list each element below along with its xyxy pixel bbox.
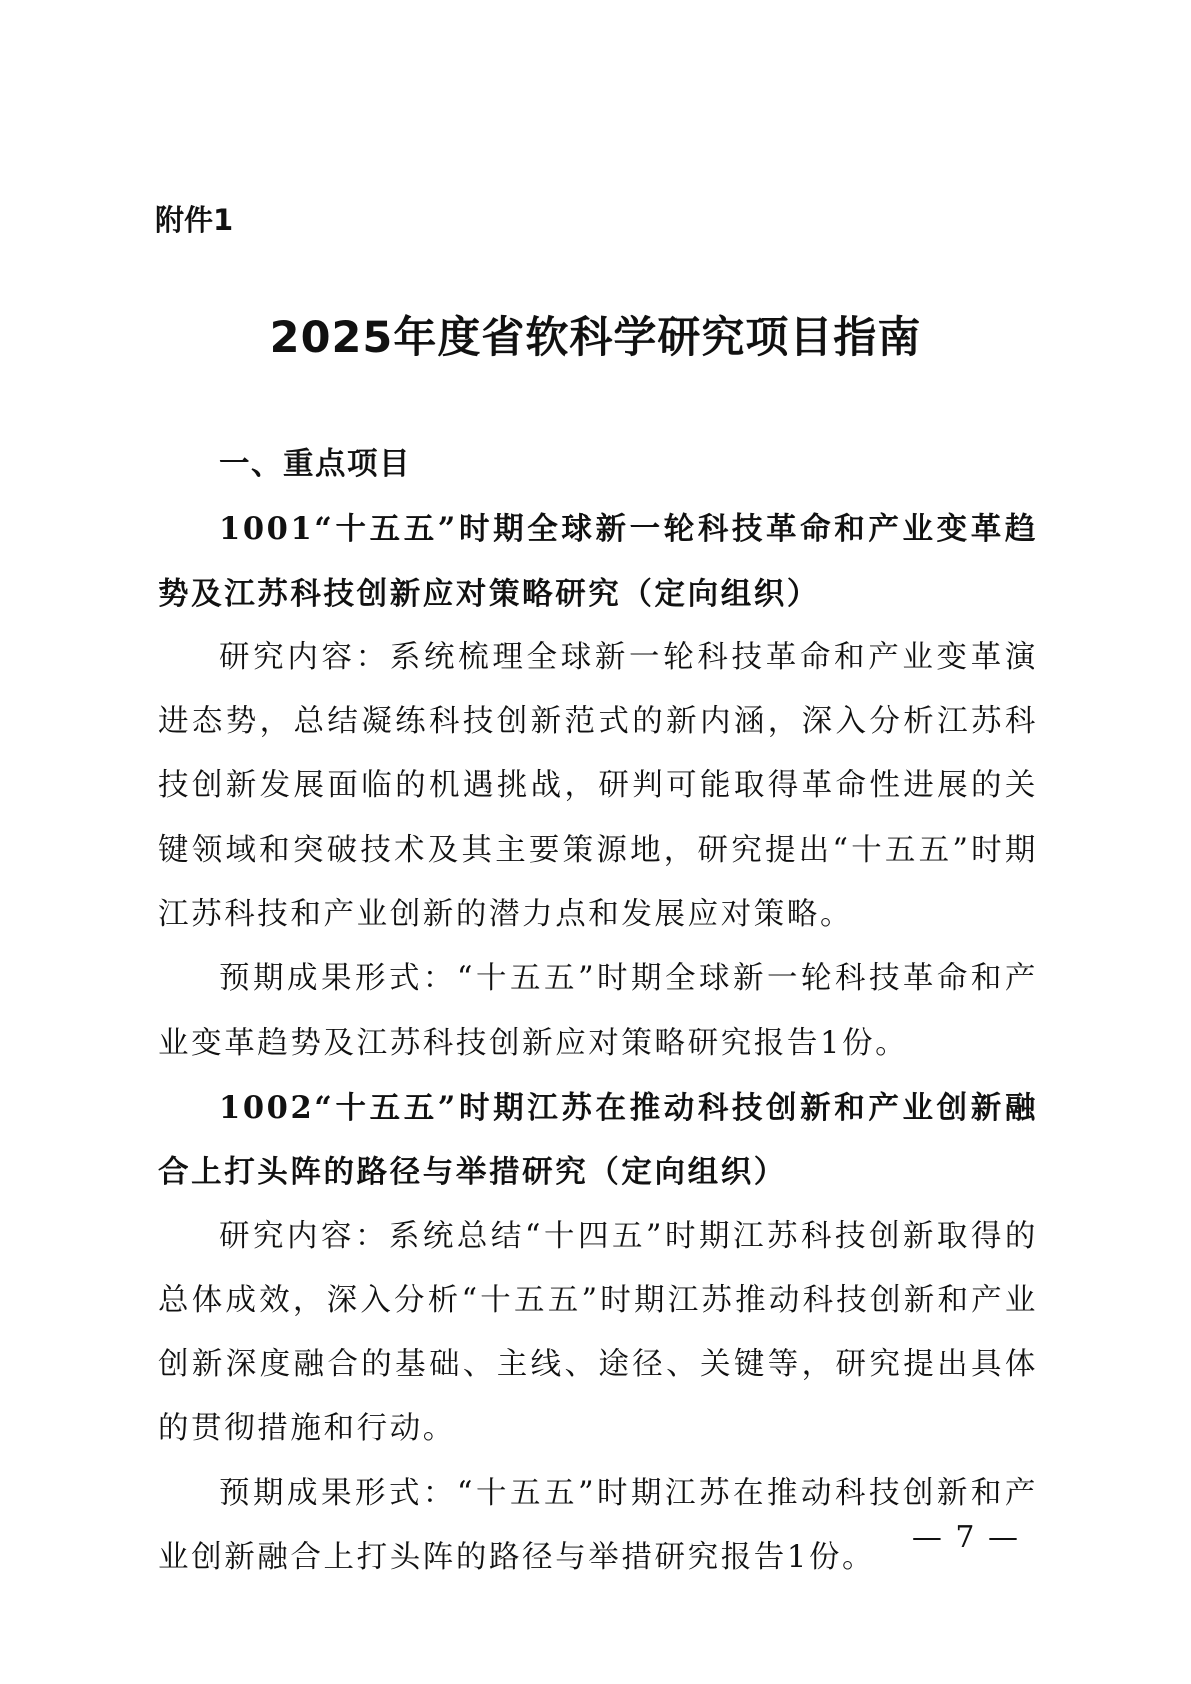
item-1002-title: 1002“十五五”时期江苏在推动科技创新和产业创新融合上打头阵的路径与举措研究（定向组织） [158,1089,1038,1191]
document-title: 2025年度省软科学研究项目指南 [269,313,922,363]
item-1001-title: 1001“十五五”时期全球新一轮科技革命和产业变革趋势及江苏科技创新应对策略研究（定向组织） [158,511,1038,612]
document-body [158,433,1038,1590]
section-heading: 一、重点项目 [219,447,411,482]
item-1002-outcome: 预期成果形式：“十五五”时期江苏在推动科技创新和产业创新融合上打头阵的路径与举措研究报告1份。 [158,1475,1038,1576]
item-1001-outcome: 预期成果形式：“十五五”时期全球新一轮科技革命和产业变革趋势及江苏科技创新应对策略研究报告1份。 [158,961,1038,1061]
item-1001-content: 研究内容：系统梳理全球新一轮科技革命和产业变革演进态势，总结凝练科技创新范式的新内涵，深入分析江苏科技创新发展面临的机遇挑战，研判可能取得革命性进展的关键领域和突破技术及其主要策源地，研究提出“十五五”时期江苏科技和产业创新的潜力点和发展应对策略。 [158,639,1038,933]
item-1002-content: 研究内容：系统总结“十四五”时期江苏科技创新取得的总体成效，深入分析“十五五”时期江苏推动科技创新和产业创新深度融合的基础、主线、途径、关键等，研究提出具体的贯彻措施和行动。 [158,1218,1038,1447]
attachment-label: 附件1 [155,203,234,237]
page-number: — 7 — [911,1520,1020,1555]
